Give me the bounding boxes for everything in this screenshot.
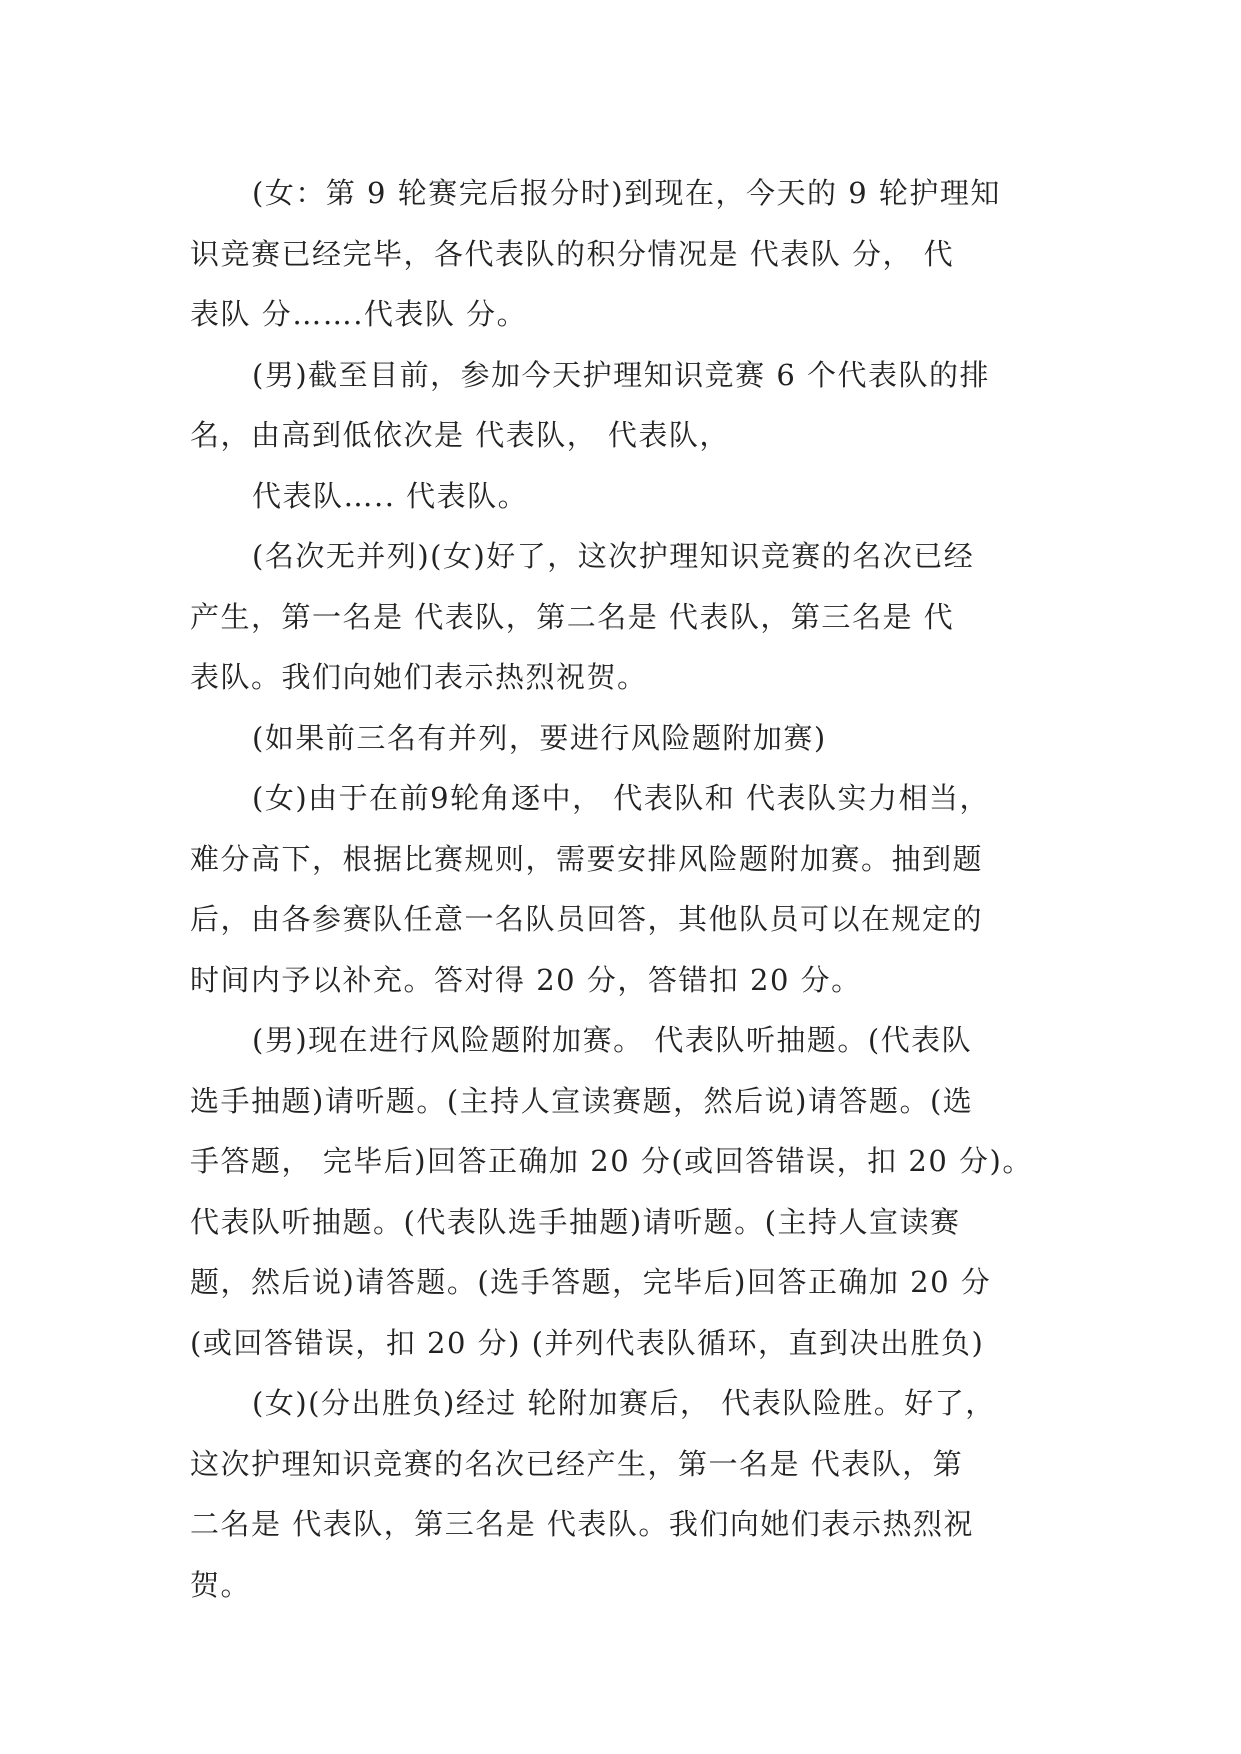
text-line: 难分高下，根据比赛规则，需要安排风险题附加赛。抽到题 (190, 841, 984, 876)
text-line: 二名是 代表队，第三名是 代表队。我们向她们表示热烈祝 (190, 1507, 974, 1541)
text-line: (女：第 9 轮赛完后报分时)到现在，今天的 9 轮护理知 (252, 176, 1001, 210)
text-line: 识竞赛已经完毕，各代表队的积分情况是 代表队 分， 代 (190, 236, 955, 271)
text-line: (女)(分出胜负)经过 轮附加赛后， 代表队险胜。好了， (252, 1386, 996, 1420)
text-line: 选手抽题)请听题。(主持人宣读赛题，然后说)请答题。(选 (190, 1083, 974, 1118)
text-line: 表队 分…….代表队 分。 (190, 297, 528, 331)
text-line: 这次护理知识竞赛的名次已经产生，第一名是 代表队，第 (190, 1446, 964, 1481)
document-body (190, 163, 1060, 1615)
text-line: 名，由高到低依次是 代表队， 代表队， (190, 418, 730, 452)
text-line: 手答题， 完毕后)回答正确加 20 分(或回答错误，扣 20 分)。 (190, 1144, 1033, 1178)
text-line: 题，然后说)请答题。(选手答题，完毕后)回答正确加 20 分 (190, 1265, 992, 1299)
text-line: 表队。我们向她们表示热烈祝贺。 (190, 660, 648, 694)
text-line: 贺。 (190, 1567, 252, 1602)
text-line: 代表队听抽题。(代表队选手抽题)请听题。(主持人宣读赛 (190, 1204, 961, 1239)
text-line: (或回答错误，扣 20 分) (并列代表队循环，直到决出胜负) (190, 1325, 985, 1360)
text-line: 后，由各参赛队任意一名队员回答，其他队员可以在规定的 (190, 902, 984, 936)
text-line: 时间内予以补充。答对得 20 分，答错扣 20 分。 (190, 962, 862, 997)
text-line: (男)截至目前，参加今天护理知识竞赛 6 个代表队的排 (252, 357, 991, 392)
text-line: 代表队….. 代表队。 (252, 478, 529, 513)
text-line: 产生，第一名是 代表队，第二名是 代表队，第三名是 代 (190, 599, 955, 634)
text-line: (女)由于在前9轮角逐中， 代表队和 代表队实力相当， (252, 781, 991, 815)
text-line: (男)现在进行风险题附加赛。 代表队听抽题。(代表队 (252, 1023, 973, 1057)
text-line: (如果前三名有并列，要进行风险题附加赛) (252, 720, 827, 755)
text-line: (名次无并列)(女)好了，这次护理知识竞赛的名次已经 (252, 539, 975, 573)
